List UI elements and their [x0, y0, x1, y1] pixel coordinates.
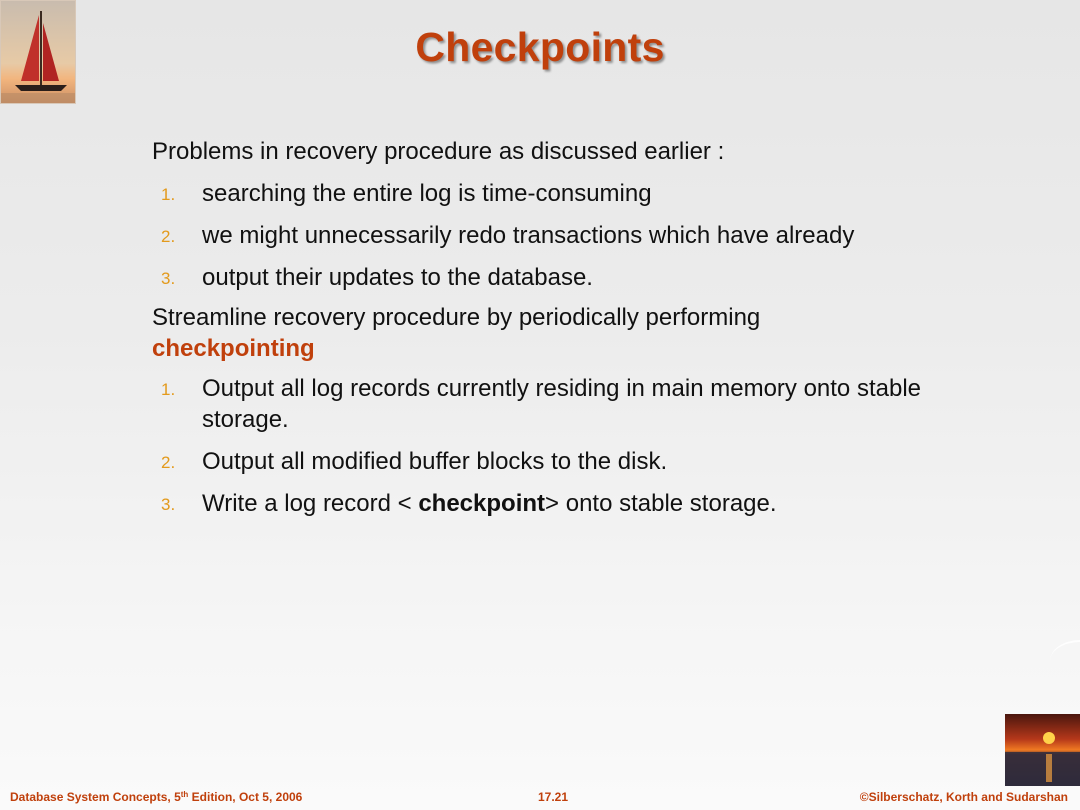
checkpoint-keyword: checkpoint — [418, 490, 546, 517]
footer-book-title: Database System Concepts, 5 — [10, 790, 181, 804]
step3-suffix: > onto stable storage. — [545, 490, 777, 517]
sunset-image-icon — [1005, 714, 1080, 786]
checkpointing-term: checkpointing — [152, 335, 315, 362]
footer-book-date: Edition, Oct 5, 2006 — [188, 790, 303, 804]
list-item — [152, 262, 972, 293]
steps-list — [152, 373, 972, 519]
list-item-text: we might unnecessarily redo transactions which have already — [202, 222, 855, 249]
streamline-text — [152, 302, 972, 364]
list-number: 3. — [161, 269, 176, 288]
list-item — [152, 373, 972, 435]
list-item — [152, 220, 972, 251]
list-item-text: searching the entire log is time-consuming — [202, 180, 652, 207]
slide-number: 17.21 — [538, 790, 569, 804]
problems-list — [152, 178, 972, 293]
list-item — [152, 178, 972, 209]
footer-copyright: ©Silberschatz, Korth and Sudarshan — [859, 790, 1068, 804]
slide-title: Checkpoints — [415, 24, 665, 70]
list-item-text: output their updates to the database. — [202, 264, 593, 291]
list-item — [152, 446, 972, 477]
decorative-arc — [1050, 640, 1080, 682]
list-number: 1. — [161, 380, 176, 399]
list-item — [152, 488, 972, 519]
list-number: 1. — [161, 185, 176, 204]
streamline-sentence: Streamline recovery procedure by periodically performing — [152, 304, 761, 331]
footer — [0, 790, 1080, 810]
intro-text: Problems in recovery procedure as discussed earlier : — [152, 138, 725, 165]
slide-body — [152, 136, 972, 519]
list-item-text: Output all log records currently residing in main memory onto stable storage. — [202, 375, 921, 433]
footer-edition-sup: th — [180, 790, 189, 799]
footer-book-info — [10, 790, 302, 804]
list-item-text: Output all modified buffer blocks to the disk. — [202, 448, 668, 475]
step3-prefix: Write a log record < — [202, 490, 419, 517]
list-number: 2. — [161, 227, 176, 246]
list-number: 2. — [161, 453, 176, 472]
list-number: 3. — [161, 495, 176, 514]
